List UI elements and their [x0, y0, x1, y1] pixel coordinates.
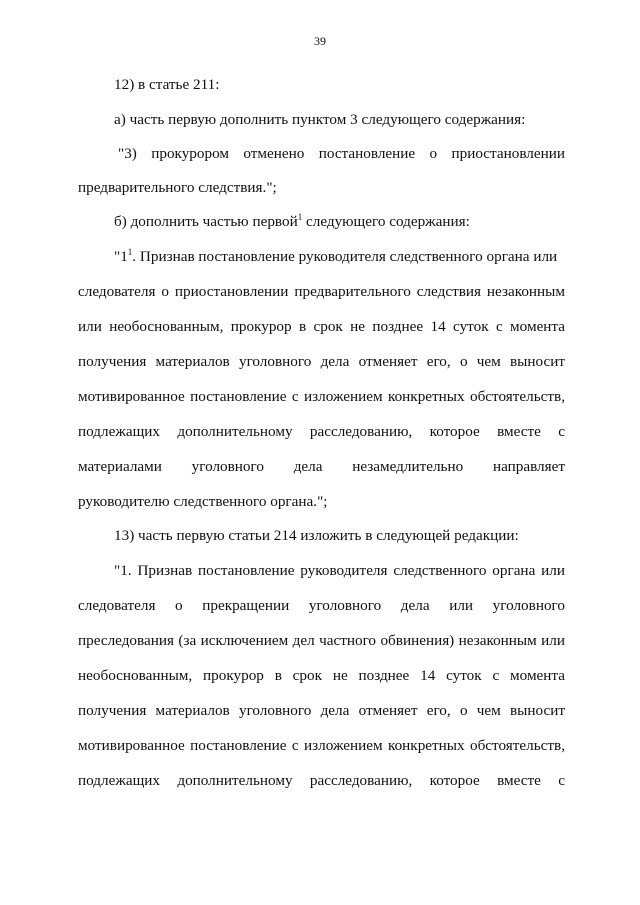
text-span: б) дополнить частью первой — [114, 213, 298, 230]
text-line: необоснованным, прокурор в срок не позднее 14 суток с момента — [78, 667, 565, 684]
text-line: мотивированное постановление с изложением конкретных обстоятельств, — [78, 388, 565, 405]
text-span: . Признав постановление руководителя следственного органа или — [132, 248, 558, 265]
text-span: "1 — [114, 248, 128, 265]
text-line — [114, 213, 470, 231]
text-line: материалами уголовного дела незамедлительно направляет — [78, 458, 565, 475]
text-line — [114, 248, 557, 266]
superscript: 1 — [297, 212, 303, 222]
text-line: "1. Признав постановление руководителя следственного органа или — [114, 562, 565, 579]
text-line: следователя о приостановлении предварительного следствия незаконным — [78, 283, 565, 300]
text-line: получения материалов уголовного дела отменяет его, о чем выносит — [78, 702, 565, 719]
text-line: руководителю следственного органа."; — [78, 493, 328, 510]
text-line: подлежащих дополнительному расследованию, которое вместе с — [78, 772, 565, 789]
text-line: 13) часть первую статьи 214 изложить в следующей редакции: — [114, 527, 519, 544]
text-span: следующего содержания: — [302, 213, 470, 230]
text-line: а) часть первую дополнить пунктом 3 следующего содержания: — [114, 111, 526, 128]
text-line: следователя о прекращении уголовного дела или уголовного — [78, 597, 565, 614]
page-number: 39 — [314, 34, 326, 48]
text-line: получения материалов уголовного дела отменяет его, о чем выносит — [78, 353, 565, 370]
text-line: или необоснованным, прокурор в срок не позднее 14 суток с момента — [78, 318, 565, 335]
text-line: "3) прокурором отменено постановление о приостановлении — [118, 145, 565, 162]
text-line: 12) в статье 211: — [114, 76, 220, 93]
text-line: предварительного следствия."; — [78, 179, 277, 196]
superscript: 1 — [127, 247, 133, 257]
text-line: подлежащих дополнительному расследованию, которое вместе с — [78, 423, 565, 440]
text-line: мотивированное постановление с изложением конкретных обстоятельств, — [78, 737, 565, 754]
text-line: преследования (за исключением дел частного обвинения) незаконным или — [78, 632, 565, 649]
